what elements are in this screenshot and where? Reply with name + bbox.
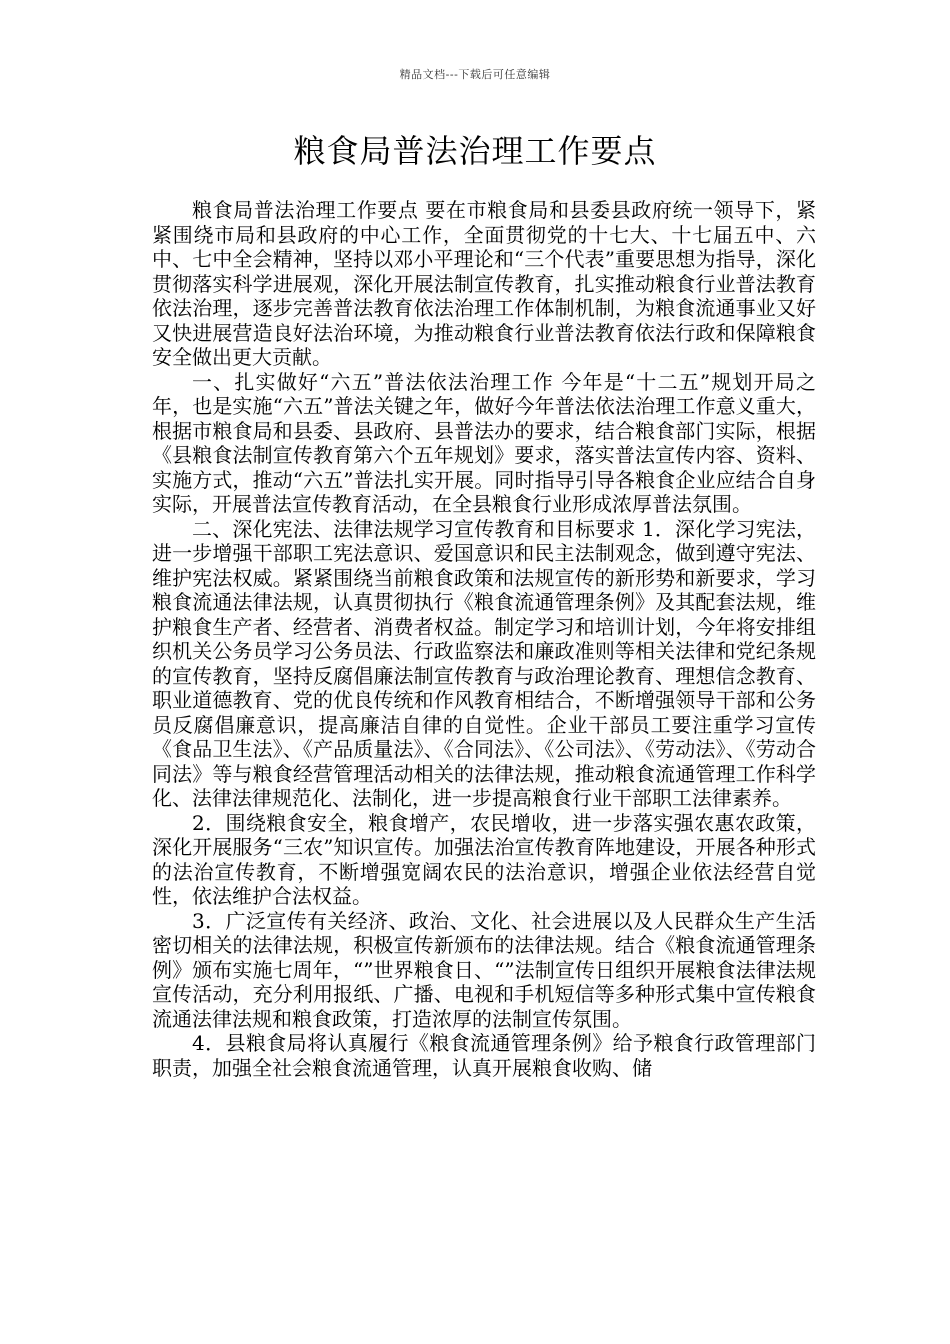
document-title: 粮食局普法治理工作要点 (293, 132, 657, 170)
header-note: 精品文档---下载后可任意编辑 (399, 68, 551, 81)
paragraph-section-2: 二、深化宪法、法律法规学习宣传教育和目标要求 1．深化学习宪法，进一步增强干部职工宪法意识、爱国意识和民主法制观念，做到遵守宪法、维护宪法权威。紧紧围绕当前粮食政策和法规宣传的新形势和新要求，学习粮食流通法律法规，认真贯彻执行《粮食流通管理条例》及其配套法规，维护粮食生产者、经营者、消费者权益。制定学习和培训计划，今年将安排组织机关公务员学习公务员法、行政监察法和廉政准则等相关法律和党纪条规的宣传教育，坚持反腐倡廉法制宣传教育与政治理论教育、理想信念教育、职业道德教育、党的优良传统和作风教育相结合，不断增强领导干部和公务员反腐倡廉意识，提高廉洁自律的自觉性。企业干部员工要注重学习宣传《食品卫生法》、《产品质量法》、《合同法》、《公司法》、《劳动法》、《劳动合同法》等与粮食经营管理活动相关的法律法规，推动粮食流通管理工作科学化、法律法律规范化、法制化，进一步提高粮食行业干部职工法律素养。 (152, 516, 816, 810)
paragraph-item-4: 4．县粮食局将认真履行《粮食流通管理条例》给予粮食行政管理部门职责，加强全社会粮食流通管理，认真开展粮食收购、储 (152, 1031, 816, 1080)
paragraph-item-3: 3．广泛宣传有关经济、政治、文化、社会进展以及人民群众生产生活密切相关的法律法规，积极宣传新颁布的法律法规。结合《粮食流通管理条例》颁布实施七周年，“”世界粮食日、“”法制宣传日组织开展粮食法律法规宣传活动，充分利用报纸、广播、电视和手机短信等多种形式集中宣传粮食流通法律法规和粮食政策，打造浓厚的法制宣传氛围。 (152, 908, 816, 1031)
paragraph-intro: 粮食局普法治理工作要点 要在市粮食局和县委县政府统一领导下，紧紧围绕市局和县政府的中心工作，全面贯彻党的十七大、十七届五中、六中、七中全会精神，坚持以邓小平理论和“三个代表”重要思想为指导，深化贯彻落实科学进展观，深化开展法制宣传教育，扎实推动粮食行业普法教育依法治理，逐步完善普法教育依法治理工作体制机制，为粮食流通事业又好又快进展营造良好法治环境，为推动粮食行业普法教育依法行政和保障粮食安全做出更大贡献。 (152, 198, 816, 369)
document-body (152, 198, 816, 1080)
paragraph-item-2: 2．围绕粮食安全，粮食增产，农民增收，进一步落实强农惠农政策，深化开展服务“三农”知识宣传。加强法治宣传教育阵地建设，开展各种形式的法治宣传教育，不断增强宽阔农民的法治意识，增强企业依法经营自觉性，依法维护合法权益。 (152, 810, 816, 908)
paragraph-section-1: 一、扎实做好“六五”普法依法治理工作 今年是“十二五”规划开局之年，也是实施“六五”普法关键之年，做好今年普法依法治理工作意义重大，根据市粮食局和县委、县政府、县普法办的要求，结合粮食部门实际，根据《县粮食法制宣传教育第六个五年规划》要求，落实普法宣传内容、资料、实施方式，推动“六五”普法扎实开展。同时指导引导各粮食企业应结合自身实际，开展普法宣传教育活动，在全县粮食行业形成浓厚普法氛围。 (152, 369, 816, 516)
